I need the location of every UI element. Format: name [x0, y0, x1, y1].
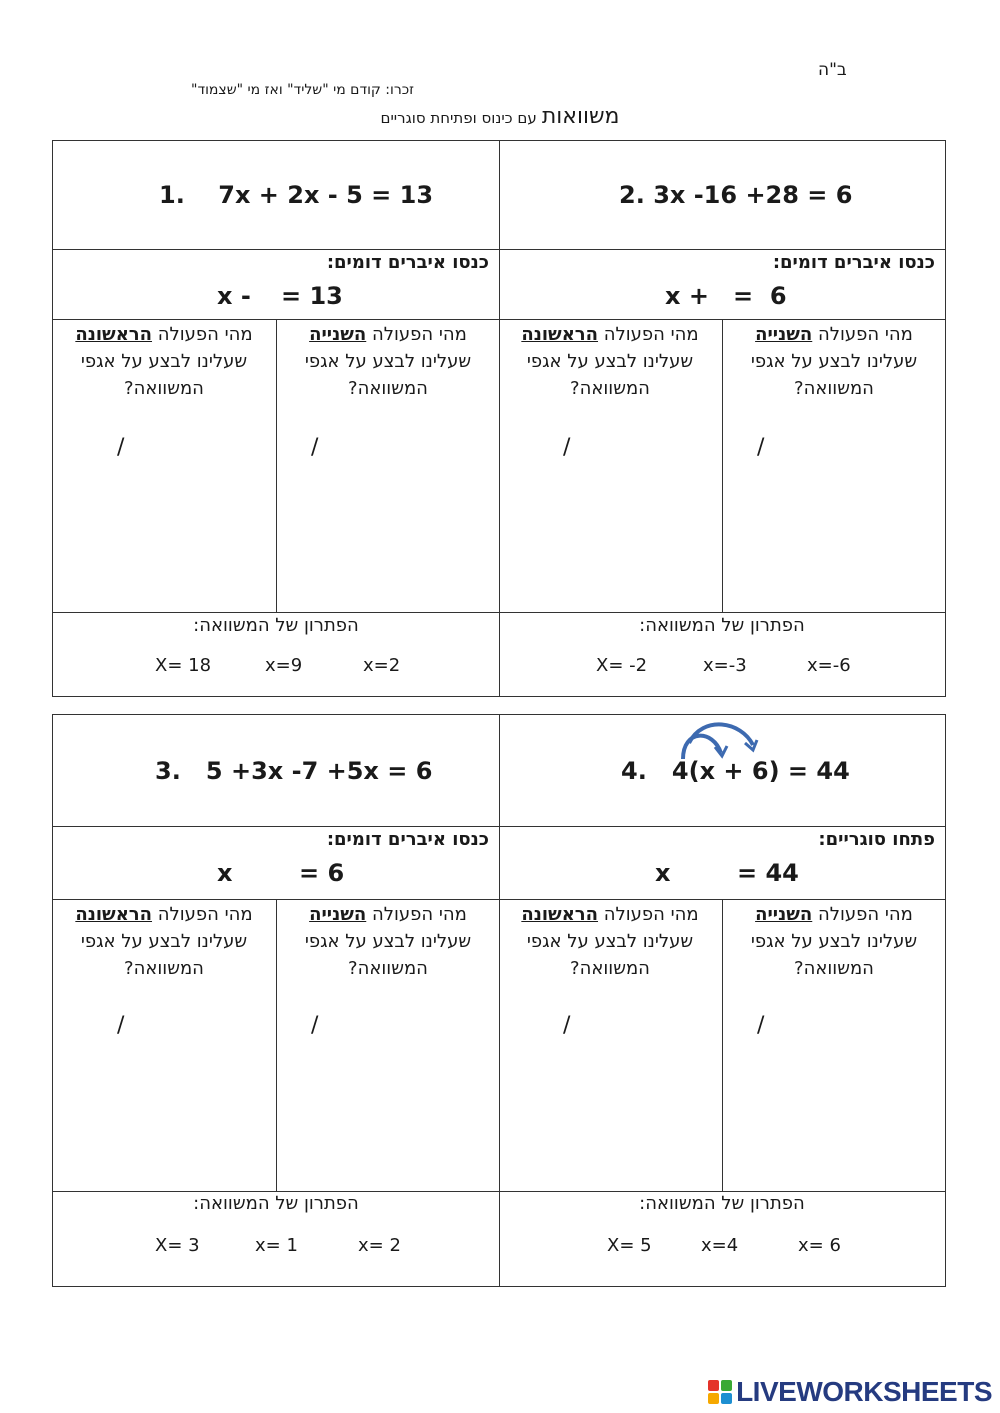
exercise-4-expression: 4(x + 6) = 44 — [671, 757, 850, 785]
exercise-1-instruction: כנסו איברים דומים: — [326, 252, 489, 273]
exercise-4-partial-right: = 44 — [737, 859, 799, 887]
exercise-3-option-b[interactable]: x= 1 — [255, 1235, 298, 1256]
exercise-3-first-answer-slot[interactable]: / — [117, 1013, 125, 1038]
exercise-1-number: 1. — [159, 181, 185, 209]
exercise-4-solution-heading: הפתרון של המשוואה: — [639, 1193, 805, 1214]
logo-grid-icon — [708, 1380, 732, 1404]
remember-note: זכרו: קודם מי "שליד" ואז מי "שצמוד" — [191, 82, 414, 98]
exercise-3-equation — [155, 757, 432, 785]
exercise-1-partial-right: = 13 — [281, 282, 343, 310]
exercise-1-second-answer-slot[interactable]: / — [311, 435, 319, 460]
exercise-1-partial-left: x - — [217, 282, 251, 310]
logo-square-yellow — [708, 1393, 719, 1404]
page-title — [300, 104, 700, 129]
exercise-1-option-a[interactable]: X= 18 — [155, 655, 212, 676]
exercise-2-equation — [619, 181, 852, 209]
exercise-1-option-b[interactable]: x=9 — [265, 655, 303, 676]
exercise-4-second-answer-slot[interactable]: / — [757, 1013, 765, 1038]
exercise-4-option-c[interactable]: x= 6 — [798, 1235, 841, 1256]
exercise-2-expression: 3x -16 +28 = 6 — [653, 181, 853, 209]
exercise-block-top — [52, 140, 946, 697]
exercise-3-solution-heading: הפתרון של המשוואה: — [193, 1193, 359, 1214]
exercise-2-number: 2. — [619, 181, 645, 209]
exercise-2-first-question: מהי הפעולה הראשונה שעלינו לבצע על אגפי המשוואה? — [521, 324, 699, 399]
exercise-4-instruction: פתחו סוגריים: — [818, 829, 935, 850]
exercise-2-second-answer-slot[interactable]: / — [757, 435, 765, 460]
exercise-1-solution-heading: הפתרון של המשוואה: — [193, 615, 359, 636]
title-sub: עם כינוס ופתיחת סוגריים — [380, 109, 537, 127]
exercise-4-first-answer-slot[interactable]: / — [563, 1013, 571, 1038]
exercise-3-instruction: כנסו איברים דומים: — [326, 829, 489, 850]
title-main: משוואות — [541, 104, 620, 129]
exercise-3-option-a[interactable]: X= 3 — [155, 1235, 200, 1256]
exercise-1-first-question: מהי הפעולה הראשונה שעלינו לבצע על אגפי המשוואה? — [75, 324, 253, 399]
exercise-2-option-a[interactable]: X= -2 — [596, 655, 648, 676]
exercise-4-number: 4. — [621, 757, 647, 785]
exercise-3-second-answer-slot[interactable]: / — [311, 1013, 319, 1038]
exercise-3-partial-left: x — [217, 859, 233, 887]
exercise-1-second-question: מהי הפעולה השנייה שעלינו לבצע על אגפי המשוואה? — [304, 324, 472, 399]
exercise-2-first-answer-slot[interactable]: / — [563, 435, 571, 460]
exercise-2-option-b[interactable]: x=-3 — [703, 655, 747, 676]
exercise-3-number: 3. — [155, 757, 181, 785]
exercise-3-expression: 5 +3x -7 +5x = 6 — [205, 757, 433, 785]
exercise-1-equation — [159, 181, 433, 209]
logo-text: LIVEWORKSHEETS — [736, 1376, 992, 1407]
exercise-4-first-question: מהי הפעולה הראשונה שעלינו לבצע על אגפי המשוואה? — [521, 904, 699, 979]
exercise-4-equation — [621, 757, 850, 785]
bh-abbreviation: ב"ה — [818, 60, 847, 80]
exercise-2-solution-heading: הפתרון של המשוואה: — [639, 615, 805, 636]
exercise-2-second-question: מהי הפעולה השנייה שעלינו לבצע על אגפי המשוואה? — [750, 324, 918, 399]
exercise-1-expression: 7x + 2x - 5 = 13 — [218, 181, 434, 209]
exercise-4-second-question: מהי הפעולה השנייה שעלינו לבצע על אגפי המשוואה? — [750, 904, 918, 979]
logo-square-green — [721, 1380, 732, 1391]
liveworksheets-logo — [708, 1374, 992, 1410]
exercise-2-instruction: כנסו איברים דומים: — [772, 252, 935, 273]
exercise-3-option-c[interactable]: x= 2 — [358, 1235, 401, 1256]
exercise-2-partial-right: = 6 — [733, 282, 787, 310]
exercise-3-partial-right: = 6 — [299, 859, 345, 887]
exercise-2-partial-left: x + — [665, 282, 709, 310]
exercise-4-partial-left: x — [655, 859, 671, 887]
logo-square-red — [708, 1380, 719, 1391]
exercise-4-option-a[interactable]: X= 5 — [607, 1235, 652, 1256]
exercise-3-second-question: מהי הפעולה השנייה שעלינו לבצע על אגפי המשוואה? — [304, 904, 472, 979]
exercise-1-first-answer-slot[interactable]: / — [117, 435, 125, 460]
exercise-2-option-c[interactable]: x=-6 — [807, 655, 851, 676]
exercise-3-first-question: מהי הפעולה הראשונה שעלינו לבצע על אגפי המשוואה? — [75, 904, 253, 979]
logo-square-blue — [721, 1393, 732, 1404]
exercise-4-option-b[interactable]: x=4 — [701, 1235, 739, 1256]
exercise-block-bottom — [52, 714, 946, 1287]
exercise-1-option-c[interactable]: x=2 — [363, 655, 401, 676]
